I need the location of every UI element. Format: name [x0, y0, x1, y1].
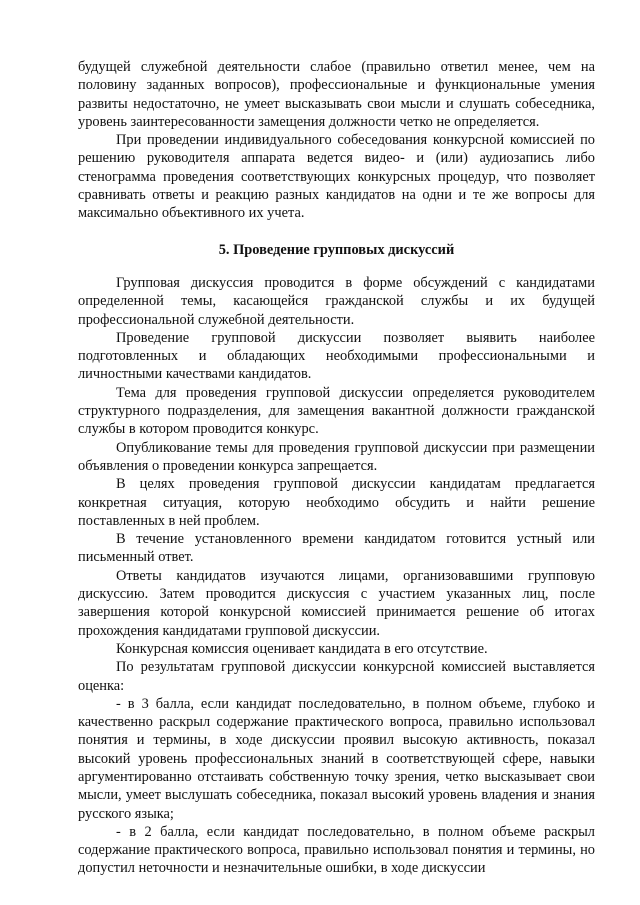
paragraph: Конкурсная комиссия оценивает кандидата в его отсутствие.	[116, 640, 488, 657]
paragraph: Ответы кандидатов изучаются лицами, организовавшими групповую дискуссию. Затем проводится дискуссия с участием указанных лиц, после завершения которой конкурсной комиссией принимается решение об итогах прохождения кандидатами групповой дискуссии.	[78, 567, 595, 639]
paragraph: В целях проведения групповой дискуссии кандидатам предлагается конкретная ситуация, которую необходимо обсудить и найти решение поставленных в ней проблем.	[78, 476, 595, 529]
paragraph: Тема для проведения групповой дискуссии определяется руководителем структурного подразделения, для замещения вакантной должности гражданской службы в котором проводится конкурс.	[78, 384, 595, 438]
list-item-score-2: - в 2 балла, если кандидат последовательно, в полном объеме раскрыл содержание практического вопроса, правильно использовал понятия и термины, но допустил неточности и незначительные ошибки, в ходе дискуссии	[78, 823, 595, 877]
paragraph: Проведение групповой дискуссии позволяет выявить наиболее подготовленных и обладающих необходимыми профессиональными и личностными качествами кандидатов.	[78, 329, 595, 383]
document-page	[78, 58, 595, 878]
paragraph-continuation: будущей служебной деятельности слабое (правильно ответил менее, чем на половину заданных вопросов), профессиональные и функциональные умения развиты недостаточно, не умеет высказывать свои мысли и слушать собеседника, уровень заинтересованности замещения должности четко не определяется.	[78, 59, 595, 130]
section-title: 5. Проведение групповых дискуссий	[218, 241, 455, 258]
paragraph: Групповая дискуссия проводится в форме обсуждений с кандидатами определенной темы, касающейся гражданской службы и их будущей профессиональной служебной деятельности.	[78, 274, 595, 328]
list-item-score-3: - в 3 балла, если кандидат последовательно, в полном объеме, глубоко и качественно раскрыл содержание практического вопроса, правильно использовал понятия и термины, в ходе дискуссии проявил высокую активность, показал высокий уровень профессиональных знаний в соответствующей сфере, навыки аргументированно отстаивать собственную точку зрения, четко высказывает свои мысли, умеет выслушать собеседника, показал высокий уровень владения и знания русского языка;	[78, 695, 595, 822]
paragraph: Опубликование темы для проведения групповой дискуссии при размещении объявления о проведении конкурса запрещается.	[78, 439, 595, 474]
paragraph: В течение установленного времени кандидатом готовится устный или письменный ответ.	[78, 531, 595, 566]
paragraph-recording: При проведении индивидуального собеседования конкурсной комиссией по решению руководителя аппарата ведется видео- и (или) аудиозапись либо стенограмма проведения соответствующих конкурсных процедур, что позволяет сравнивать ответы и реакцию разных кандидатов на одни и те же вопросы для максимально объективного их учета.	[78, 132, 595, 222]
paragraph: По результатам групповой дискуссии конкурсной комиссией выставляется оценка:	[78, 659, 595, 694]
